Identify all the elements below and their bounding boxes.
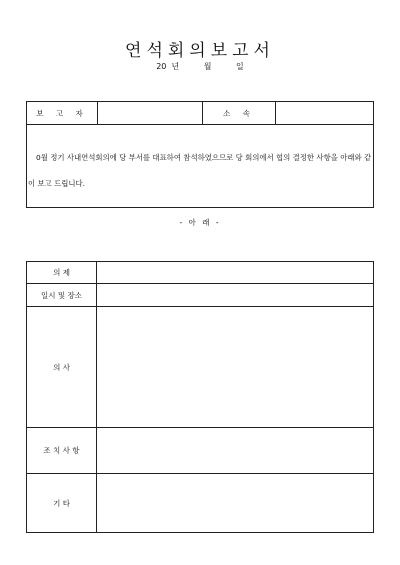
reporter-field[interactable] bbox=[98, 102, 203, 125]
table-row bbox=[27, 474, 374, 533]
date-day: 일 bbox=[236, 62, 244, 71]
other-field[interactable] bbox=[97, 474, 374, 533]
datetime-place-label: 일시 및 장소 bbox=[27, 284, 97, 307]
report-body-text: 0월 정기 사내연석회의에 당 부서를 대표하여 참석하였으므로 당 회의에서 협의 결정한 사항을 아래와 같이 보고 드립니다. bbox=[27, 125, 374, 208]
minutes-field[interactable] bbox=[97, 307, 374, 428]
table-row bbox=[27, 262, 374, 284]
datetime-place-field[interactable] bbox=[97, 284, 374, 307]
action-items-field[interactable] bbox=[97, 428, 374, 474]
details-table bbox=[26, 261, 374, 533]
minutes-label: 의 사 bbox=[27, 307, 97, 428]
table-row bbox=[27, 428, 374, 474]
table-row bbox=[27, 284, 374, 307]
document-title: 연석회의보고서 bbox=[125, 41, 275, 61]
agenda-label: 의 제 bbox=[27, 262, 97, 284]
table-row bbox=[27, 307, 374, 428]
reporter-label: 보 고 자 bbox=[27, 102, 98, 125]
affiliation-field[interactable] bbox=[276, 102, 374, 125]
date-month: 월 bbox=[203, 62, 212, 71]
agenda-field[interactable] bbox=[97, 262, 374, 284]
affiliation-label: 소 속 bbox=[203, 102, 276, 125]
action-items-label: 조 치 사 항 bbox=[27, 428, 97, 474]
other-label: 기 타 bbox=[27, 474, 97, 533]
date-line bbox=[0, 61, 400, 72]
report-table bbox=[26, 101, 374, 208]
date-year: 20 년 bbox=[156, 62, 180, 71]
section-divider: - 아 래 - bbox=[179, 218, 221, 227]
